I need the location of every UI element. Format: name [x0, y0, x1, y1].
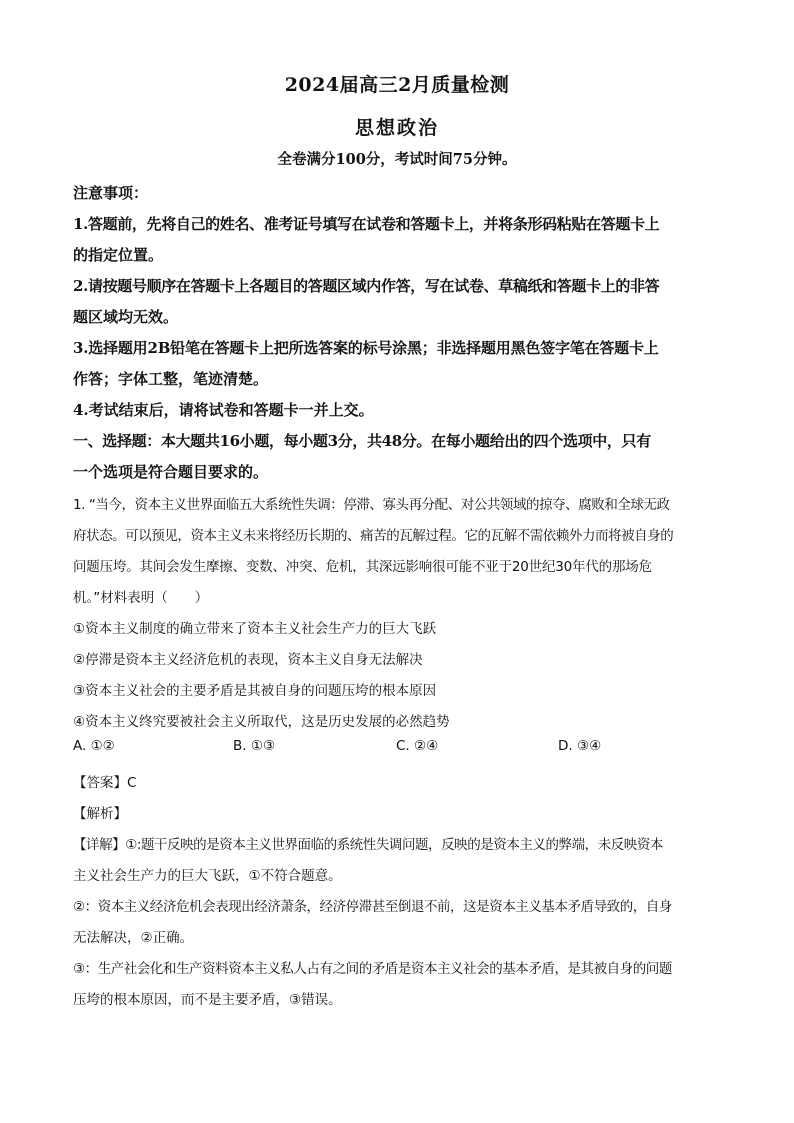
- detail-line: ②：资本主义经济危机会表现出经济萧条，经济停滞甚至倒退不前，这是资本主义基本矛盾导致的，自身: [73, 899, 672, 915]
- answer-line: [73, 768, 723, 799]
- statement-2: ②停滞是资本主义经济危机的表现，资本主义自身无法解决: [73, 652, 423, 668]
- notice-item-4: 4.考试结束后，请将试卷和答题卡一并上交。: [73, 401, 374, 419]
- question-stem-line: 府状态。可以预见，资本主义未来将经历长期的、痛苦的瓦解过程。它的瓦解不需依赖外力而将被自身的: [73, 528, 674, 544]
- detail-line: 【详解】①:题干反映的是资本主义世界面临的系统性失调问题，反映的是资本主义的弊端，未反映资本: [73, 837, 663, 853]
- question-1-stem: [73, 490, 723, 738]
- section-heading-line-2: 一个选项是符合题目要求的。: [73, 463, 269, 481]
- notice-item-3-line-1: 3.选择题用2B铅笔在答题卡上把所选答案的标号涂黑；非选择题用黑色签字笔在答题卡上: [73, 339, 659, 357]
- answer-label: 【答案】: [73, 775, 127, 791]
- notice-heading: 注意事项：: [73, 184, 149, 202]
- detail-line: 主义社会生产力的巨大飞跃，①不符合题意。: [73, 868, 342, 884]
- question-stem-line: 1. “当今，资本主义世界面临五大系统性失调：停滞、寡头再分配、对公共领域的掠夺、腐败和全球无政: [73, 497, 670, 513]
- detail-line: 无法解决，②正确。: [73, 930, 194, 946]
- detail-line: ③：生产社会化和生产资料资本主义私人占有之间的矛盾是资本主义社会的基本矛盾，是其被自身的问题: [73, 961, 672, 977]
- detail-line: 压垮的根本原因，而不是主要矛盾，③错误。: [73, 992, 342, 1008]
- notice-item-1-line-1: 1.答题前，先将自己的姓名、准考证号填写在试卷和答题卡上，并将条形码粘贴在答题卡上: [73, 215, 660, 233]
- notice-item-1-line-2: 的指定位置。: [73, 246, 164, 264]
- answer-value: C: [127, 775, 137, 791]
- subject-title: 思想政治: [354, 117, 439, 139]
- option-b: B. ①③: [233, 738, 276, 754]
- statement-1: ①资本主义制度的确立带来了资本主义社会生产力的巨大飞跃: [73, 621, 437, 637]
- notice-item-3-line-2: 作答；字体工整，笔迹清楚。: [73, 370, 269, 388]
- option-a: A. ①②: [73, 738, 115, 754]
- notice-item-2-line-1: 2.请按题号顺序在答题卡上各题目的答题区域内作答，写在试卷、草稿纸和答题卡上的非答: [73, 277, 660, 295]
- exam-info: 全卷满分100分，考试时间75分钟。: [277, 151, 517, 168]
- analysis-label: 【解析】: [73, 806, 127, 822]
- question-stem-line: 问题压垮。其间会发生摩擦、变数、冲突、危机，其深远影响很可能不亚于20世纪30年代的那场危: [73, 559, 652, 575]
- notice-block: [73, 178, 723, 488]
- option-c: C. ②④: [396, 738, 439, 754]
- statement-4: ④资本主义终究要被社会主义所取代，这是历史发展的必然趋势: [73, 714, 450, 730]
- section-heading-line-1: 一、选择题：本大题共16小题，每小题3分，共48分。在每小题给出的四个选项中，只有: [73, 432, 651, 450]
- answer-analysis-block: [73, 768, 723, 1016]
- statement-3: ③资本主义社会的主要矛盾是其被自身的问题压垮的根本原因: [73, 683, 437, 699]
- answer-options: [73, 738, 723, 768]
- exam-title: 2024届高三2月质量检测: [284, 74, 510, 96]
- question-stem-line: 机。”材料表明（ ）: [73, 590, 209, 606]
- option-d: D. ③④: [558, 738, 602, 754]
- notice-item-2-line-2: 题区域均无效。: [73, 308, 179, 326]
